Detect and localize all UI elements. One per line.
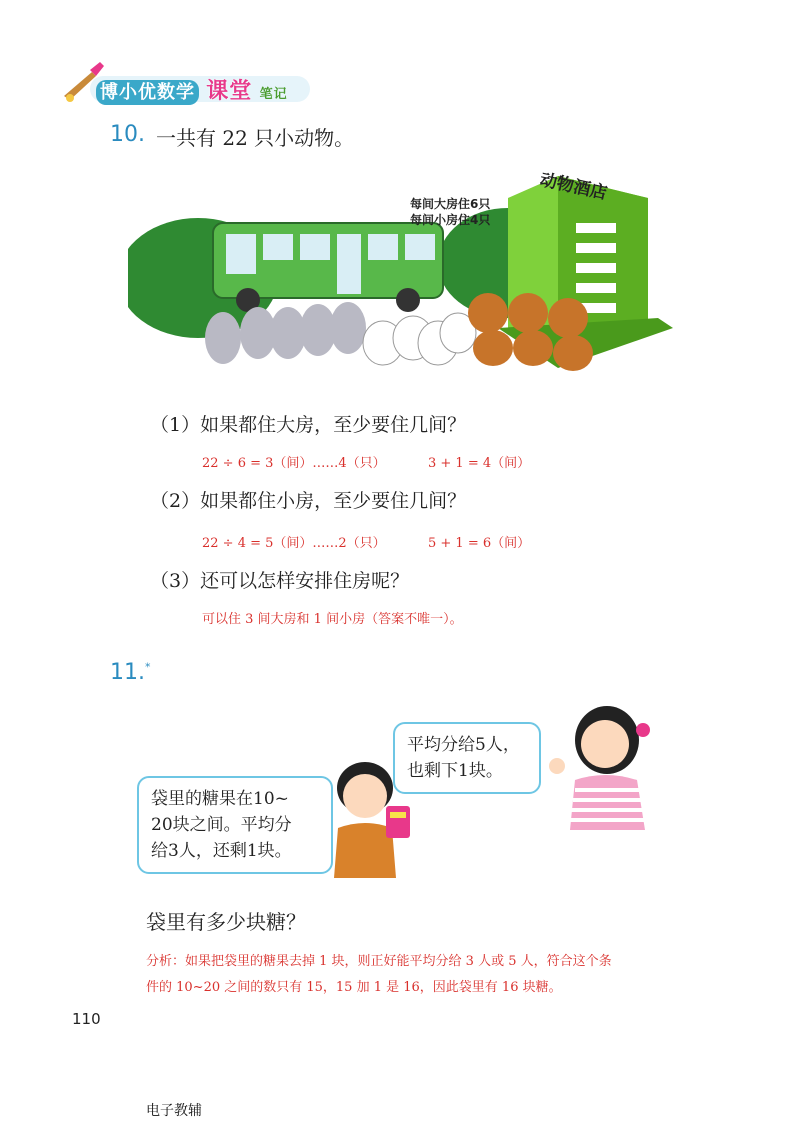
bubble-boy-line-3: 给3人，还剩1块。 (151, 841, 292, 861)
boy-icon (320, 758, 420, 878)
analysis-line-1: 分析：如果把袋里的糖果去掉 1 块，则正好能平均分给 3 人或 5 人，符合这个条 (146, 954, 612, 969)
bubble-boy-line-2: 20块之间。平均分 (151, 815, 292, 835)
question-10-number: 10. (110, 122, 145, 147)
logo-class: 课堂 (206, 79, 253, 104)
question-11-number-text: 11. (110, 660, 145, 685)
question-11-text: 袋里有多少块糖？ (146, 910, 306, 934)
room-info-small: 每间小房住4只 (410, 213, 491, 227)
subquestion-3: （3）还可以怎样安排住房呢？ (150, 570, 410, 592)
question-11-number (110, 660, 151, 685)
answer-3: 可以住 3 间大房和 1 间小房（答案不唯一）。 (202, 612, 463, 627)
question-11-star: * (145, 660, 151, 674)
geese-icon (363, 313, 476, 365)
page-number: 110 (72, 1010, 101, 1028)
subquestion-1: （1）如果都住大房，至少要住几间？ (150, 414, 467, 436)
answer-1b: 3 + 1 = 4（间） (428, 456, 531, 471)
speech-bubble-boy (137, 776, 333, 874)
footer-text: 电子教辅 (146, 1103, 202, 1119)
logo-notes: 笔记 (259, 87, 288, 102)
room-info-large: 每间大房住6只 (410, 197, 491, 211)
bubble-girl-line-2: 也剩下1块。 (407, 761, 503, 781)
room-info (410, 196, 490, 228)
analysis-line-2: 件的 10~20 之间的数只有 15，15 加 1 是 16，因此袋里有 16 块糖。 (146, 980, 562, 995)
subquestion-2: （2）如果都住小房，至少要住几间？ (150, 490, 467, 512)
bus-icon (213, 223, 443, 312)
answer-1a: 22 ÷ 6 = 3（间）……4（只） (202, 456, 386, 471)
hotel-sign: 动物酒店 (538, 170, 609, 204)
monkeys-icon (468, 293, 593, 371)
answer-2b: 5 + 1 = 6（间） (428, 536, 531, 551)
answer-2a: 22 ÷ 4 = 5（间）……2（只） (202, 536, 386, 551)
header-logo (96, 74, 288, 105)
question-10-text: 一共有 22 只小动物。 (156, 126, 355, 150)
logo-brand: 博小优数学 (96, 80, 199, 105)
girl-icon (545, 700, 660, 830)
bubble-boy-line-1: 袋里的糖果在10~ (151, 789, 289, 809)
bubble-girl-line-1: 平均分给5人， (407, 735, 520, 755)
